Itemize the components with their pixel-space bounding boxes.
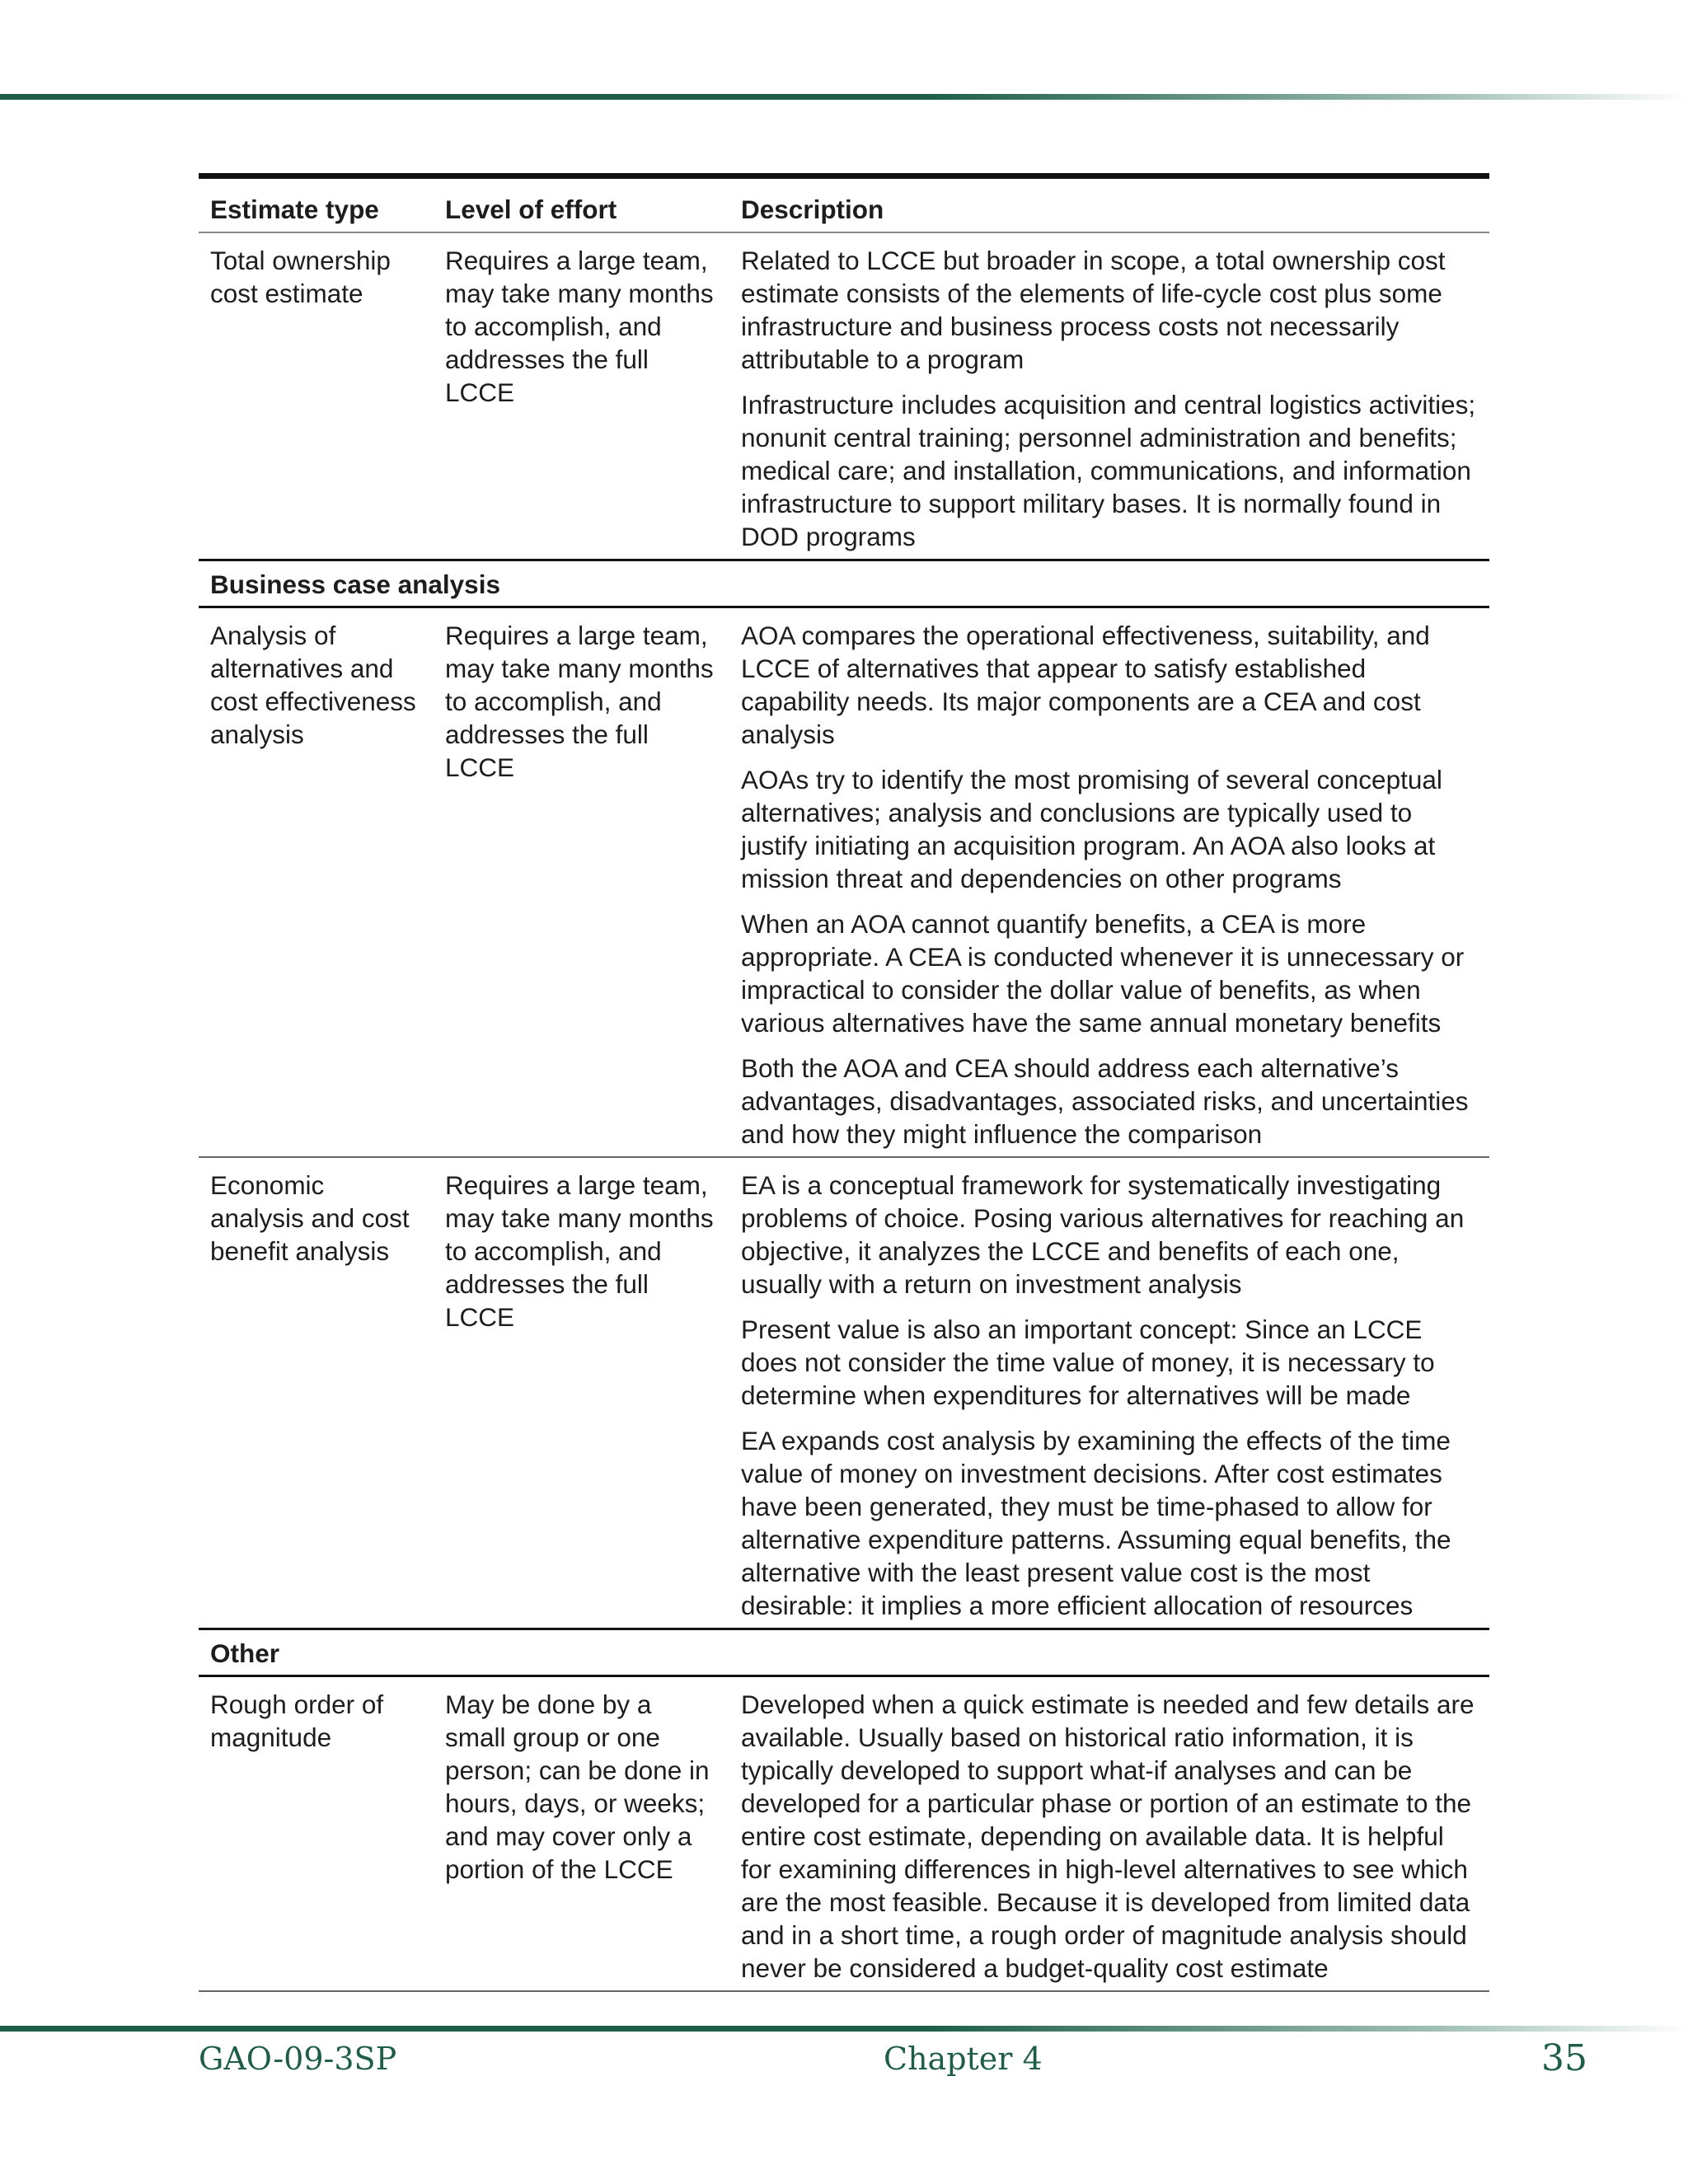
- bottom-rule: [0, 2026, 1688, 2032]
- group-header-row: [199, 1629, 1489, 1676]
- level-of-effort-cell: Requires a large team, may take many months to accomplish, and addresses the full LCCE: [445, 246, 714, 407]
- group-title: Other: [199, 1629, 1489, 1676]
- estimate-type-cell: Economic analysis and cost benefit analysis: [210, 1170, 410, 1266]
- page-number: 35: [1541, 2037, 1587, 2079]
- description-paragraph: Present value is also an important concept: Since an LCCE does not consider the time value of money, it is necessary to determine when expenditures for alternatives will be made: [741, 1315, 1435, 1410]
- top-rule: [0, 94, 1688, 100]
- table-row: [199, 1676, 1489, 1992]
- group-title: Business case analysis: [199, 560, 1489, 607]
- table-row: [199, 607, 1489, 1158]
- description-paragraph: EA is a conceptual framework for systematically investigating problems of choice. Posing various alternatives for reaching an objective, it analyzes the LCCE and benefits of each one, usually with a return on investment analysis: [741, 1170, 1465, 1299]
- description-paragraph: AOAs try to identify the most promising of several conceptual alternatives; analysis and conclusions are typically used to justify initiating an acquisition program. An AOA also looks at mission threat and dependencies on other programs: [741, 765, 1442, 893]
- level-of-effort-cell: May be done by a small group or one person; can be done in hours, days, or weeks; and may cover only a portion of the LCCE: [434, 1676, 729, 1992]
- table-row: [199, 232, 1489, 560]
- description-cell: [729, 232, 1489, 560]
- description-paragraph: Infrastructure includes acquisition and central logistics activities; nonunit central training; personnel administration and benefits; medical care; and installation, communications, and information infrastructure to support military bases. It is normally found in DOD programs: [741, 390, 1476, 551]
- description-cell: [729, 1676, 1489, 1992]
- estimate-type-cell: Total ownership cost estimate: [210, 246, 391, 308]
- estimate-types-table: [199, 173, 1489, 1992]
- description-paragraph: EA expands cost analysis by examining the effects of the time value of money on investment decisions. After cost estimates have been generated, they must be time-phased to allow for alternative expenditure patterns. Assuming equal benefits, the alternative with the least present value cost is the most desirable: it implies a more efficient allocation of resources: [741, 1426, 1451, 1620]
- description-paragraph: Developed when a quick estimate is needed and few details are available. Usually based on historical ratio information, it is typically developed to support what-if analyses and can be developed for a particular phase or portion of an estimate to the entire cost estimate, depending on available data. It is helpful for examining differences in high-level alternatives to see which are the most feasible. Because it is developed from limited data and in a short time, a rough order of magnitude analysis should never be considered a budget-quality cost estimate: [741, 1690, 1475, 1983]
- estimate-type-cell: Analysis of alternatives and cost effectiveness analysis: [199, 607, 434, 1158]
- level-of-effort-cell: Requires a large team, may take many months to accomplish, and addresses the full LCCE: [445, 1170, 714, 1332]
- header-estimate-type: Estimate type: [199, 176, 434, 233]
- description-paragraph: Both the AOA and CEA should address each alternative’s advantages, disadvantages, associated risks, and uncertainties and how they might influence the comparison: [741, 1053, 1469, 1149]
- description-paragraph: AOA compares the operational effectiveness, suitability, and LCCE of alternatives that appear to satisfy established capability needs. Its major components are a CEA and cost analysis: [741, 621, 1430, 749]
- description-cell: [729, 1157, 1489, 1629]
- description-paragraph: Related to LCCE but broader in scope, a total ownership cost estimate consists of the elements of life-cycle cost plus some infrastructure and business process costs not necessarily attributable to a program: [741, 246, 1446, 374]
- table-header-row: [199, 176, 1489, 233]
- group-header-row: [199, 560, 1489, 607]
- chapter-label: Chapter 4: [884, 2041, 1043, 2077]
- report-id: GAO-09-3SP: [199, 2041, 397, 2077]
- description-cell: [729, 607, 1489, 1158]
- estimate-type-cell: Rough order of magnitude: [199, 1676, 434, 1992]
- header-description: Description: [729, 176, 1489, 233]
- table-row: [199, 1157, 1489, 1629]
- level-of-effort-cell: Requires a large team, may take many months to accomplish, and addresses the full LCCE: [434, 607, 729, 1158]
- description-paragraph: When an AOA cannot quantify benefits, a CEA is more appropriate. A CEA is conducted whenever it is unnecessary or impractical to consider the dollar value of benefits, as when various alternatives have the same annual monetary benefits: [741, 909, 1465, 1038]
- header-level-of-effort: Level of effort: [434, 176, 729, 233]
